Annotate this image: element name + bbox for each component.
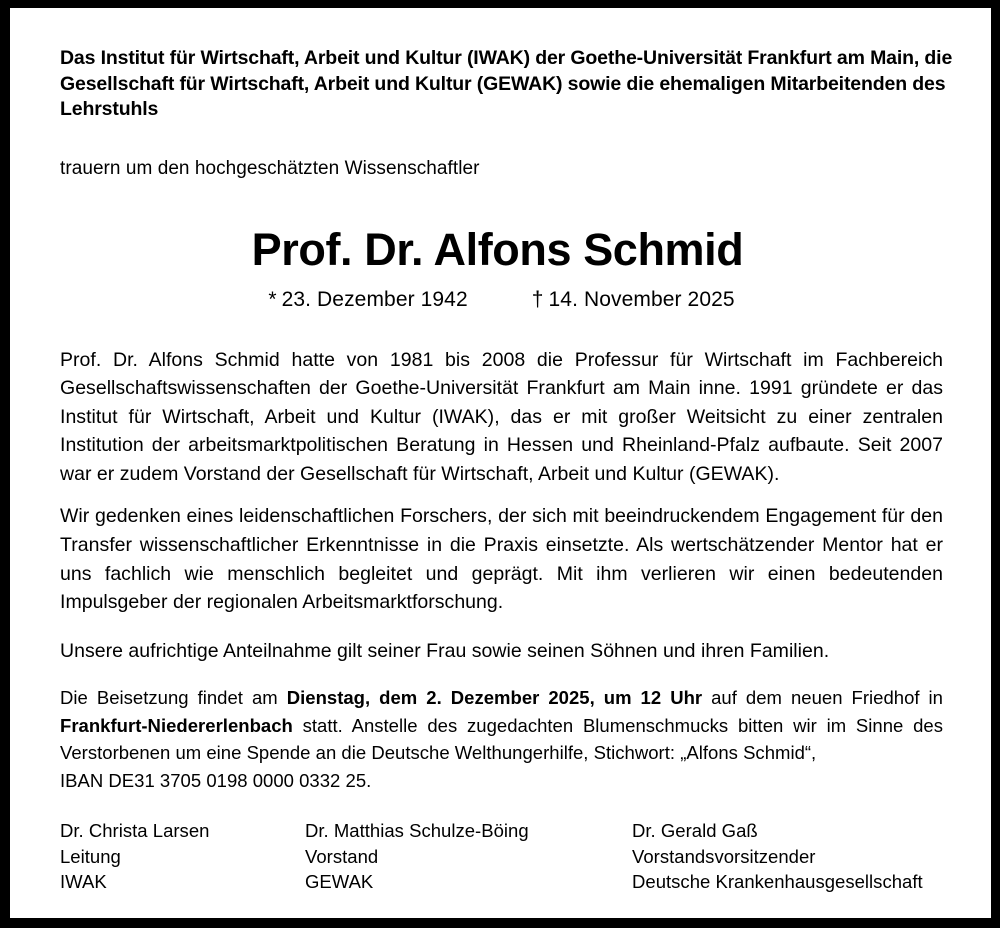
obituary-page xyxy=(10,8,991,918)
signatory-organization: IWAK xyxy=(60,871,107,892)
signatory-gewak xyxy=(305,818,632,895)
signatory-dkg xyxy=(632,818,955,895)
donation-iban: IBAN DE31 3705 0198 0000 0332 25. xyxy=(60,769,372,791)
signatory-name: Dr. Gerald Gaß xyxy=(632,820,758,841)
death-date xyxy=(532,287,735,313)
birth-star-icon: * xyxy=(268,287,277,311)
tribute-paragraph: Wir gedenken eines leidenschaftlichen Forschers, der sich mit beeindruckendem Engagement für den Transfer wissenschaftlicher Erkenntnisse in die Praxis einsetzte. Als wertschätzender Mentor hat er uns fachlich wie menschlich begleitet und geprägt. Mit ihm verlieren wir einen bedeutenden Impulsgeber der regionalen Arbeitsmarktforschung. xyxy=(60,505,943,614)
birth-date-value: 23. Dezember 1942 xyxy=(281,287,468,311)
biography-paragraph: Prof. Dr. Alfons Schmid hatte von 1981 bis 2008 die Professur für Wirtschaft im Fachbereich Gesellschaftswissenschaften der Goethe-Universität Frankfurt am Main inne. 1991 gründete er das Institut für Wirtschaft, Arbeit und Kultur (IWAK), das er mit großer Weitsicht zu einer zentralen Institution der arbeitsmarktpolitischen Beratung in Hessen und Rheinland-Pfalz aufbaute. Seit 2007 war er zudem Vorstand der Gesellschaft für Wirtschaft, Arbeit und Kultur (GEWAK). xyxy=(60,348,943,485)
funeral-middle-text: auf dem neuen Friedhof in xyxy=(702,687,943,709)
signatory-organization: Deutsche Krankenhausgesellschaft xyxy=(632,871,923,892)
funeral-details-paragraph xyxy=(60,684,943,794)
signatory-organization: GEWAK xyxy=(305,871,374,892)
condolence-paragraph: Unsere aufrichtige Anteilnahme gilt seiner Frau sowie seinen Söhnen und ihren Familien. xyxy=(60,639,830,662)
signatories-block xyxy=(60,818,955,895)
organizations-header: Das Institut für Wirtschaft, Arbeit und Kultur (IWAK) der Goethe-Universität Frankfurt am Main, die Gesellschaft für Wirtschaft, Arbeit und Kultur (GEWAK) sowie die ehemaligen Mitarbeitenden des Lehrstuhls xyxy=(60,47,953,120)
funeral-location: Frankfurt-Niedererlenbach xyxy=(60,714,293,736)
signatory-name: Dr. Christa Larsen xyxy=(60,820,210,841)
funeral-datetime: Dienstag, dem 2. Dezember 2025, um 12 Uhr xyxy=(286,687,703,709)
death-date-value: 14. November 2025 xyxy=(548,287,735,311)
signatory-role: Vorstand xyxy=(305,845,379,867)
signatory-iwak xyxy=(60,818,305,895)
signatory-name: Dr. Matthias Schulze-Böing xyxy=(305,820,529,841)
mourning-line: trauern um den hochgeschätzten Wissenschaftler xyxy=(60,157,480,179)
life-dates xyxy=(60,287,943,313)
signatory-role: Leitung xyxy=(60,845,121,867)
funeral-intro-text: Die Beisetzung findet am xyxy=(60,687,287,709)
donation-request-text: statt. Anstelle des zugedachten Blumenschmucks bitten wir im Sinne des Verstorbenen um eine Spende an die Deutsche Welthungerhilfe, Stichwort: „Alfons Schmid“, xyxy=(60,714,943,764)
death-cross-icon: † xyxy=(531,287,544,311)
signatory-role: Vorstandsvorsitzender xyxy=(632,845,816,867)
birth-date xyxy=(268,287,467,313)
deceased-name: Prof. Dr. Alfons Schmid xyxy=(251,223,744,275)
